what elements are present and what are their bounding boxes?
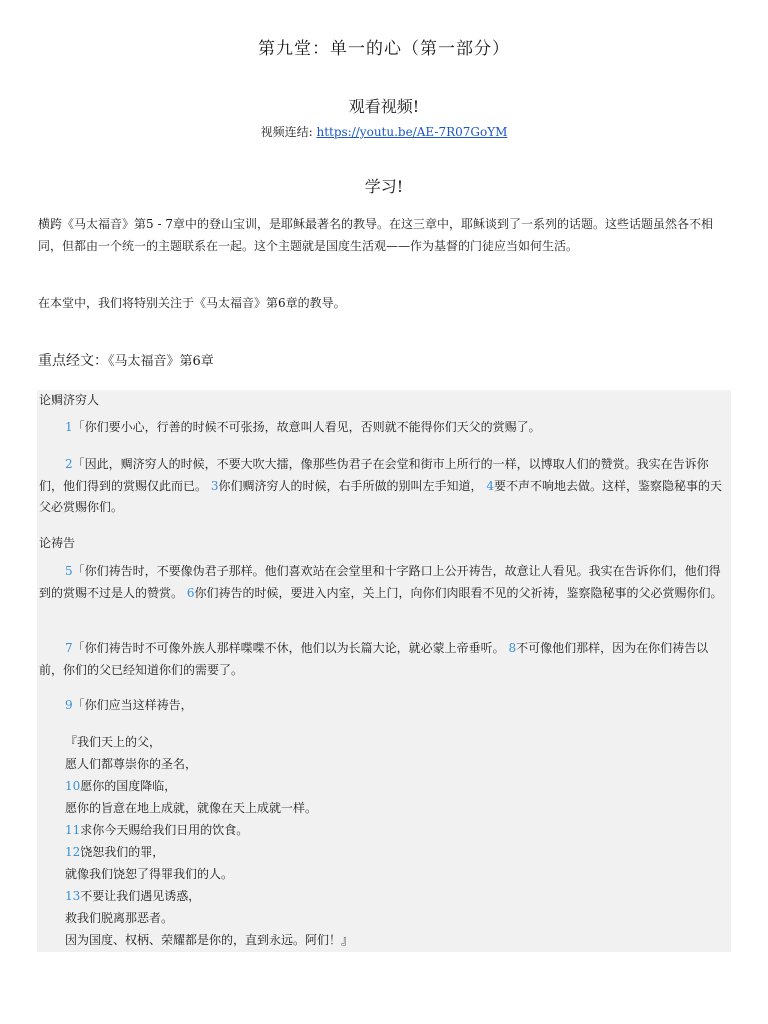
verse-text: 「你们要小心，行善的时候不可张扬，故意叫人看见，否则就不能得你们天父的赏赐了。 xyxy=(72,420,541,434)
verse-paragraph xyxy=(39,695,727,717)
verse-paragraph xyxy=(39,638,727,681)
section-title-giving: 论赒济穷人 xyxy=(39,393,100,407)
verse-number: 2 xyxy=(65,457,73,471)
prayer-line xyxy=(65,819,705,841)
prayer-line-text: 愿你的国度降临， xyxy=(80,779,177,793)
prayer-line xyxy=(65,775,705,797)
scripture-block xyxy=(37,390,731,952)
verse-text: 「你们祷告时不可像外族人那样喋喋不休，他们以为长篇大论，就必蒙上帝垂听。 xyxy=(72,641,505,655)
key-scripture-heading xyxy=(38,350,214,370)
prayer-line xyxy=(65,841,705,863)
key-scripture-reference: 《马太福音》第6章 xyxy=(108,354,214,369)
study-heading: 学习! xyxy=(364,177,404,196)
prayer-line xyxy=(65,885,705,907)
verse-number: 10 xyxy=(65,779,81,793)
video-link-label: 视频连结: xyxy=(260,125,313,139)
verse-number: 6 xyxy=(186,585,195,600)
prayer-line: 救我们脱离那恶者。 xyxy=(65,911,174,925)
verse-text: 要不声不响地去做。这样，鉴察隐秘事的天父必赏赐你们。 xyxy=(39,478,722,514)
prayer-line: 愿人们都尊崇你的圣名， xyxy=(65,757,198,771)
verse-number: 12 xyxy=(65,845,81,859)
prayer-line-text: 不要让我们遇见诱惑， xyxy=(80,889,201,903)
verse-paragraph xyxy=(39,454,727,519)
prayer-line-text: 饶恕我们的罪， xyxy=(80,845,165,859)
section-title-prayer: 论祷告 xyxy=(39,536,76,550)
verse-text: 「你们祷告时，不要像伪君子那样。他们喜欢站在会堂里和十字路口上公开祷告，故意让人看见。我实在告诉你们，他们得到的赏赐不过是人的赞赏。 xyxy=(39,564,721,600)
verse-number: 7 xyxy=(65,641,73,655)
verse-number: 8 xyxy=(508,641,517,655)
verse-paragraph xyxy=(39,417,727,439)
page-title: 第九堂：单一的心（第一部分） xyxy=(258,39,510,59)
verse-text: 你们赒济穷人的时候，右手所做的别叫左手知道， xyxy=(218,478,483,493)
focus-paragraph: 在本堂中，我们将特别关注于《马太福音》第6章的教导。 xyxy=(38,296,346,310)
verse-text: 不可像他们那样，因为在你们祷告以前，你们的父已经知道你们的需要了。 xyxy=(39,641,709,677)
verse-number: 3 xyxy=(210,478,219,493)
prayer-line-text: 求你今天赐给我们日用的饮食。 xyxy=(80,823,249,837)
verse-paragraph xyxy=(39,561,727,604)
prayer-line: 就像我们饶恕了得罪我们的人。 xyxy=(65,867,234,881)
verse-number: 5 xyxy=(65,564,73,578)
video-heading: 观看视频! xyxy=(348,97,420,116)
verse-number: 9 xyxy=(65,698,73,712)
prayer-line: 『我们天上的父， xyxy=(65,735,162,749)
video-link[interactable]: https://youtu.be/AE-7R07GoYM xyxy=(316,125,508,139)
verse-text: 「你们应当这样祷告， xyxy=(72,698,193,712)
key-scripture-label: 重点经文： xyxy=(38,353,108,369)
intro-paragraph: 横跨《马太福音》第5 - 7章中的登山宝训，是耶稣最著名的教导。在这三章中，耶稣谈到了一系列的话题。这些话题虽然各不相同，但都由一个统一的主题联系在一起。这个主题就是国度生活观——作为基督的门徒应当如何生活。 xyxy=(38,217,713,253)
lords-prayer xyxy=(65,731,705,951)
verse-number: 4 xyxy=(486,478,494,493)
verse-text: 「因此，赒济穷人的时候，不要大吹大擂，像那些伪君子在会堂和街市上所行的一样，以博取人们的赞赏。我实在告诉你们，他们得到的赏赐仅此而已。 xyxy=(39,457,709,493)
prayer-line: 愿你的旨意在地上成就，就像在天上成就一样。 xyxy=(65,801,318,815)
verse-number: 1 xyxy=(65,420,73,434)
video-link-line xyxy=(0,123,768,140)
verse-number: 13 xyxy=(65,889,81,903)
verse-text: 你们祷告的时候，要进入内室，关上门，向你们肉眼看不见的父祈祷，鉴察隐秘事的父必赏赐你们。 xyxy=(194,585,723,600)
prayer-line: 因为国度、权柄、荣耀都是你的，直到永远。阿们！』 xyxy=(65,933,354,947)
verse-number: 11 xyxy=(65,823,81,837)
